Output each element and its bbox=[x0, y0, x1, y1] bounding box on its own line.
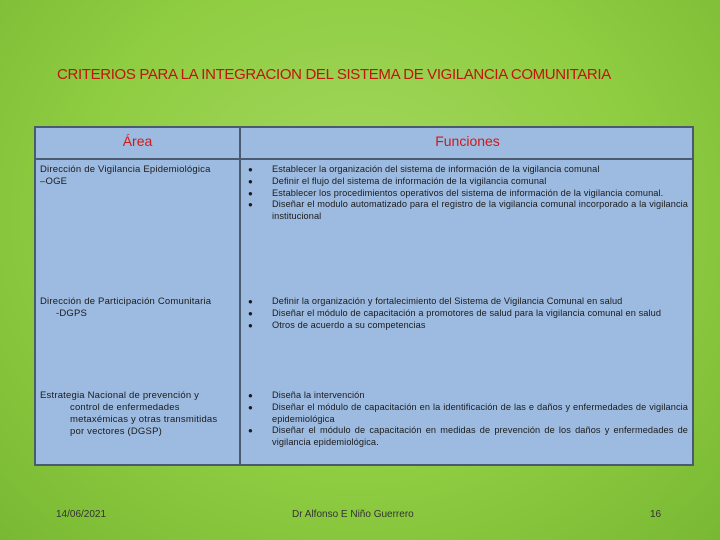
bullet-icon: ● bbox=[248, 176, 253, 186]
column-divider bbox=[239, 128, 241, 464]
bullet-icon: ● bbox=[248, 391, 253, 400]
list-item: ● Diseñar el módulo de capacitación en la identificación de las e daños y enfermedades de vigilancia epidemiológica bbox=[248, 401, 688, 424]
criteria-table bbox=[34, 126, 694, 466]
footer-date: 14/06/2021 bbox=[56, 509, 107, 520]
list-item: ● Diseñar el módulo de capacitación a promotores de salud para la vigilancia comunal en salud bbox=[248, 307, 662, 318]
bullet-icon: ● bbox=[248, 426, 253, 436]
list-item: ● Establecer la organización del sistema de información de la vigilancia comunal bbox=[248, 164, 600, 174]
area-line: Estrategia Nacional de prevención y bbox=[40, 390, 200, 401]
funciones-list bbox=[248, 296, 688, 331]
funciones-list bbox=[248, 390, 688, 449]
bullet-icon: ● bbox=[248, 320, 253, 330]
list-item: ● Establecer los procedimientos operativos del sistema de información de la vigilancia comunal. bbox=[248, 187, 664, 198]
bullet-icon: ● bbox=[248, 402, 253, 412]
bullet-icon: ● bbox=[248, 165, 253, 174]
bullet-icon: ● bbox=[248, 188, 253, 198]
area-line: Dirección de Vigilancia Epidemiológica bbox=[40, 164, 211, 175]
list-item: ● Otros de acuerdo a su competencias bbox=[248, 319, 426, 330]
bullet-icon: ● bbox=[248, 308, 253, 318]
area-line: Dirección de Participación Comunitaria bbox=[40, 296, 212, 307]
bullet-icon: ● bbox=[248, 200, 253, 210]
footer-author: Dr Alfonso E Niño Guerrero bbox=[292, 509, 414, 520]
header-area: Área bbox=[122, 133, 153, 149]
list-item: ● Definir la organización y fortalecimiento del Sistema de Vigilancia Comunal en salud bbox=[248, 296, 623, 306]
area-line: –OGE bbox=[40, 176, 68, 187]
area-cell bbox=[40, 164, 230, 188]
slide-title: CRITERIOS PARA LA INTEGRACION DEL SISTEMA DE VIGILANCIA COMUNITARIA bbox=[57, 66, 611, 83]
area-line: -DGPS bbox=[56, 308, 88, 319]
page-number: 16 bbox=[650, 509, 662, 520]
list-item: ● Diseñar el modulo automatizado para el registro de la vigilancia comunal incorporado a la vigilancia institucional bbox=[248, 199, 688, 222]
list-item: ● Diseñar el módulo de capacitación en medidas de prevención de los daños y enfermedades de vigilancia epidemiológica. bbox=[248, 425, 688, 448]
funciones-list bbox=[248, 164, 688, 223]
bullet-icon: ● bbox=[248, 297, 253, 306]
list-item: ● Definir el flujo del sistema de información de la vigilancia comunal bbox=[248, 175, 547, 186]
table-header-row bbox=[36, 128, 692, 160]
area-cell bbox=[40, 390, 230, 438]
area-line: control de enfermedades metaxémicas y otras transmitidas por vectores (DGSP) bbox=[70, 402, 218, 437]
area-cell bbox=[40, 296, 230, 320]
header-funciones: Funciones bbox=[435, 133, 500, 149]
list-item: ● Diseña la intervención bbox=[248, 390, 365, 400]
